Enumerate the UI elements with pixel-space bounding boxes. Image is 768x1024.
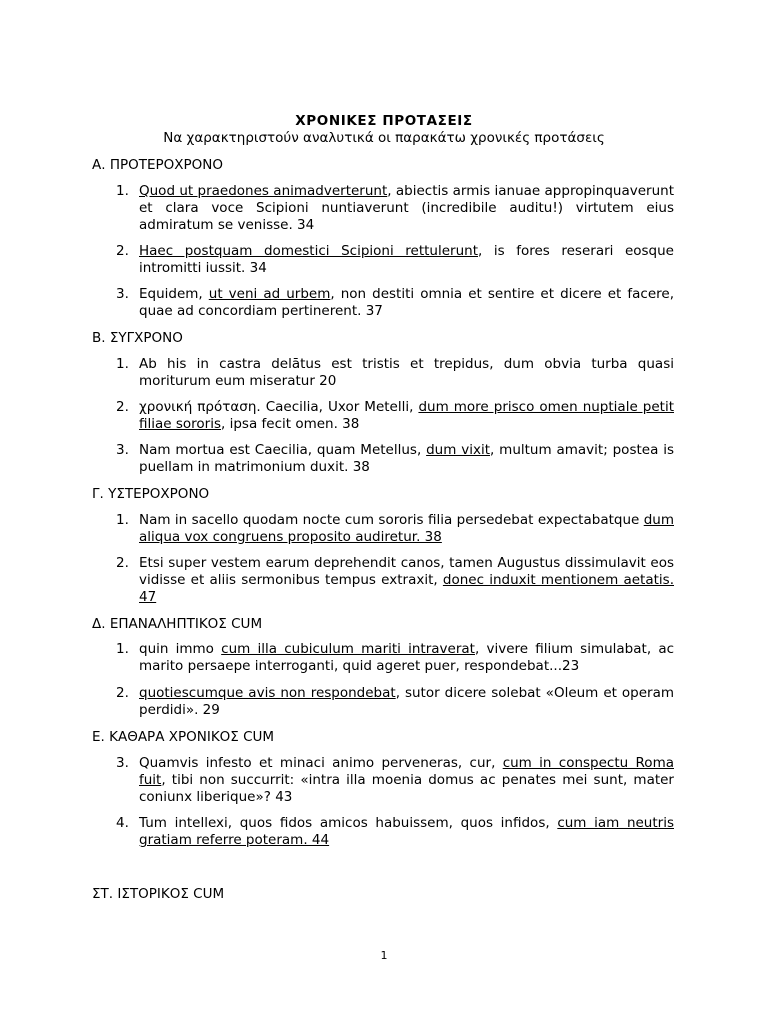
item-text <box>139 685 674 719</box>
item-text-rest: , sutor dicere solebat «Oleum et operam perdidi». 29 <box>139 685 675 718</box>
item-number: 1. <box>116 641 129 657</box>
temporal-clause: dum vixit <box>426 442 491 458</box>
list-item <box>92 356 674 390</box>
item-text-rest: , multum amavit; postea is puellam in matrimonium duxit. 38 <box>139 442 674 475</box>
temporal-clause: cum in conspectu Roma fuit <box>139 755 674 788</box>
list-item <box>92 815 674 849</box>
item-number: 3. <box>116 755 129 771</box>
item-text <box>139 555 674 606</box>
item-number: 2. <box>116 399 129 415</box>
item-number: 2. <box>116 243 129 259</box>
item-text <box>139 183 674 234</box>
section-heading-f: ΣΤ. ΙΣΤΟΡΙΚΟΣ CUM <box>92 886 225 902</box>
item-text-rest: , abiectis armis ianuae appropinquaverunt et clara voce Scipioni nuntiaverunt (incredibile auditu!) virtutem eius admiratum se venisse. 34 <box>139 183 674 233</box>
item-text-before: Etsi super vestem earum deprehendit canos, tamen Augustus dissimulavit eos vidisse et aliis sermonibus tempus extraxit, <box>139 555 674 588</box>
section-heading-a: Α. ΠΡΟΤΕΡΟΧΡΟΝΟ <box>92 157 224 173</box>
item-text-rest: , non destiti omnia et sentire et dicere et facere, quae ad concordiam pertinerent. 37 <box>139 286 674 319</box>
item-text <box>139 243 674 277</box>
temporal-clause: ut veni ad urbem <box>208 286 331 302</box>
item-text-rest: , tibi non succurrit: «intra illa moenia domus ac penates mei sunt, mater coniunx liberique»? 43 <box>139 772 674 805</box>
temporal-clause: dum more prisco omen nuptiale petit filiae sororis <box>139 399 674 432</box>
temporal-clause: donec induxit mentionem aetatis. 47 <box>139 572 674 605</box>
temporal-clause: quotiescumque avis non respondebat <box>139 685 396 701</box>
item-text-rest: , ipsa fecit omen. 38 <box>221 416 360 432</box>
list-item <box>92 243 674 277</box>
section-heading-c: Γ. ΥΣΤΕΡΟΧΡΟΝΟ <box>92 486 210 502</box>
item-text <box>139 399 674 433</box>
item-text <box>139 512 674 546</box>
section-heading-e: Ε. ΚΑΘΑΡΑ ΧΡΟΝΙΚΟΣ CUM <box>92 729 275 745</box>
list-item <box>92 286 674 320</box>
temporal-clause: Quod ut praedones animadverterunt <box>139 183 388 199</box>
item-text <box>139 815 674 849</box>
list-item <box>92 641 674 675</box>
item-text <box>139 641 674 675</box>
section-heading-b: Β. ΣΥΓΧΡΟΝΟ <box>92 330 183 346</box>
item-number: 1. <box>116 512 129 528</box>
item-number: 2. <box>116 555 129 571</box>
list-item <box>92 685 674 719</box>
item-text <box>139 286 674 320</box>
list-item <box>92 183 674 234</box>
item-number: 3. <box>116 286 129 302</box>
list-item <box>92 442 674 476</box>
page-title: ΧΡΟΝΙΚΕΣ ΠΡΟΤΑΣΕΙΣ <box>295 113 473 129</box>
item-text <box>139 755 674 806</box>
item-text-before: quin immo <box>139 641 222 657</box>
list-item <box>92 399 674 433</box>
temporal-clause: cum iam neutris gratiam referre poteram. 44 <box>139 815 674 848</box>
item-text-before: Tum intellexi, quos fidos amicos habuissem, quos infidos, <box>139 815 558 831</box>
item-number: 4. <box>116 815 129 831</box>
item-number: 1. <box>116 356 129 372</box>
temporal-clause: cum illa cubiculum mariti intraverat <box>221 641 475 657</box>
page-number: 1 <box>380 949 388 962</box>
temporal-clause: Haec postquam domestici Scipioni rettulerunt <box>139 243 478 259</box>
item-text-before: Ab his in castra delātus est tristis et trepidus, dum obvia turba quasi moriturum eum miseratur 20 <box>139 356 674 389</box>
item-text-rest: , vivere filium simulabat, ac marito persaepe interroganti, quid ageret puer, respondebat...23 <box>139 641 675 674</box>
list-item <box>92 755 674 806</box>
item-text <box>139 356 674 390</box>
item-text-rest: , is fores reserari eosque intromitti iussit. 34 <box>139 243 674 276</box>
list-item <box>92 555 674 606</box>
item-text-before: Nam mortua est Caecilia, quam Metellus, <box>139 442 427 458</box>
list-item <box>92 512 674 546</box>
item-text-before: Equidem, <box>139 286 209 302</box>
item-text-before: Nam in sacello quodam nocte cum sororis filia persedebat expectabatque <box>139 512 644 528</box>
page-subtitle: Να χαρακτηριστούν αναλυτικά οι παρακάτω χρονικές προτάσεις <box>163 130 605 146</box>
item-number: 3. <box>116 442 129 458</box>
section-heading-d: Δ. ΕΠΑΝΑΛΗΠΤΙΚΟΣ CUM <box>92 616 263 632</box>
item-text-before: Quamvis infesto et minaci animo perveneras, cur, <box>139 755 503 771</box>
item-text <box>139 442 674 476</box>
item-number: 2. <box>116 685 129 701</box>
temporal-clause: dum aliqua vox congruens proposito audiretur. 38 <box>139 512 674 545</box>
item-number: 1. <box>116 183 129 199</box>
item-text-before: χρονική πρόταση. Caecilia, Uxor Metelli, <box>139 399 419 415</box>
